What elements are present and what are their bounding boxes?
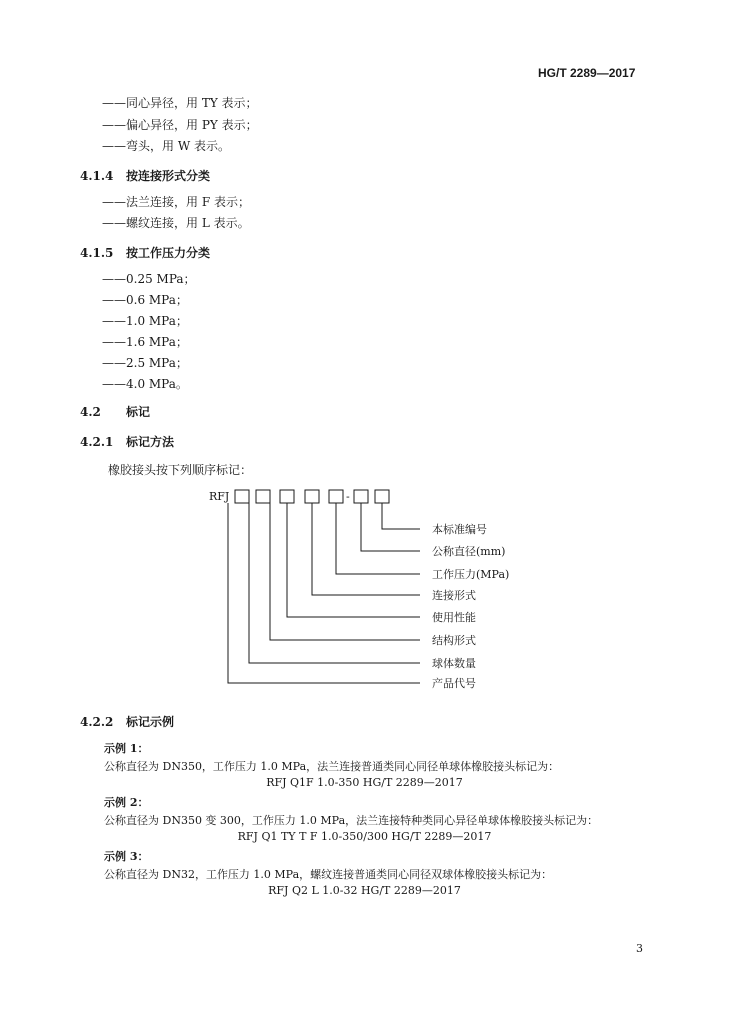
list-item: ——弯头，用 W 表示。: [102, 139, 230, 153]
leader-line: [249, 503, 420, 663]
example-description: 公称直径为 DN350，工作压力 1.0 MPa，法兰连接普通类同心同径单球体橡胶接头标记为：: [104, 760, 560, 773]
diagram-label: 结构形式: [432, 634, 476, 647]
field-box: [235, 490, 249, 503]
diagram-label: 产品代号: [432, 677, 476, 690]
example-title: 示例 1：: [104, 742, 149, 755]
diagram-label: 工作压力(MPa): [432, 568, 510, 581]
example-title: 示例 3：: [104, 850, 149, 863]
section-heading-4-2-2: 4.2.2 标记示例: [80, 715, 175, 729]
marking-diagram: [0, 480, 729, 700]
paragraph: 橡胶接头按下列顺序标记：: [108, 463, 253, 477]
field-box: [256, 490, 270, 503]
list-item: ——0.6 MPa；: [102, 293, 188, 307]
field-box: [354, 490, 368, 503]
list-item: ——螺纹连接，用 L 表示。: [102, 216, 250, 230]
list-item: ——0.25 MPa；: [102, 272, 196, 286]
leader-line: [336, 503, 420, 574]
list-item: ——1.0 MPa；: [102, 314, 188, 328]
list-item: ——偏心异径，用 PY 表示；: [102, 118, 258, 132]
example-description: 公称直径为 DN350 变 300，工作压力 1.0 MPa，法兰连接特种类同心异径单球体橡胶接头标记为：: [104, 814, 599, 827]
diagram-dash: -: [346, 490, 350, 503]
field-box: [329, 490, 343, 503]
diagram-label: 连接形式: [432, 589, 476, 602]
diagram-label: 球体数量: [432, 657, 476, 670]
diagram-label: 使用性能: [432, 611, 476, 624]
leader-line: [312, 503, 420, 595]
section-heading-4-1-5: 4.1.5 按工作压力分类: [80, 246, 211, 260]
leader-line: [228, 503, 420, 683]
example-title: 示例 2：: [104, 796, 149, 809]
example-mark: RFJ Q1F 1.0-350 HG/T 2289—2017: [266, 776, 463, 789]
field-box: [375, 490, 389, 503]
diagram-label: 公称直径(mm): [432, 545, 506, 558]
list-item: ——法兰连接，用 F 表示；: [102, 195, 250, 209]
section-heading-4-2-1: 4.2.1 标记方法: [80, 435, 175, 449]
diagram-label: 本标准编号: [432, 523, 487, 536]
list-item: ——2.5 MPa；: [102, 356, 188, 370]
example-mark: RFJ Q2 L 1.0-32 HG/T 2289—2017: [268, 884, 461, 897]
list-item: ——同心异径，用 TY 表示；: [102, 96, 258, 110]
example-description: 公称直径为 DN32，工作压力 1.0 MPa，螺纹连接普通类同心同径双球体橡胶接头标记为：: [104, 868, 553, 881]
section-heading-4-2: 4.2 标记: [80, 405, 151, 419]
section-heading-4-1-4: 4.1.4 按连接形式分类: [80, 169, 211, 183]
list-item: ——4.0 MPa。: [102, 377, 188, 391]
list-item: ——1.6 MPa；: [102, 335, 188, 349]
example-mark: RFJ Q1 TY T F 1.0-350/300 HG/T 2289—2017: [237, 830, 492, 843]
standard-code-header: HG/T 2289—2017: [538, 66, 636, 80]
leader-line: [270, 503, 420, 640]
leader-line: [361, 503, 420, 551]
leader-line: [287, 503, 420, 617]
diagram-prefix: RFJ: [209, 490, 230, 503]
leader-line: [382, 503, 420, 529]
field-box: [305, 490, 319, 503]
page-number: 3: [636, 942, 643, 955]
field-box: [280, 490, 294, 503]
